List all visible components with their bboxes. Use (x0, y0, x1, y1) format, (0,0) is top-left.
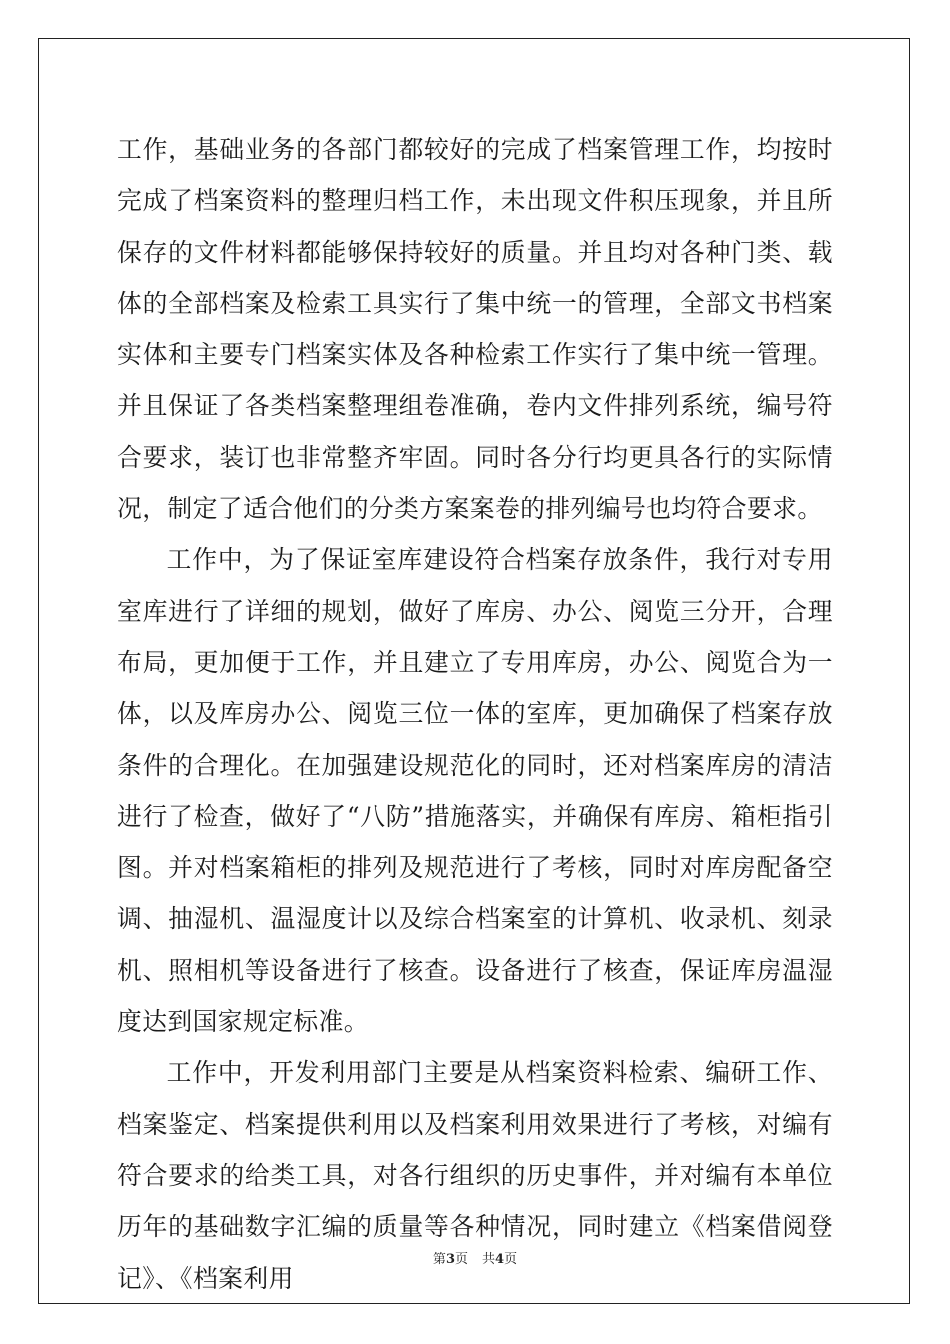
total-prefix: 共 (482, 1252, 496, 1267)
page-current-number: 3 (445, 1252, 455, 1267)
total-suffix: 页 (504, 1252, 518, 1267)
page-footer (0, 1248, 950, 1267)
paragraph-1: 工作，基础业务的各部门都较好的完成了档案管理工作，均按时完成了档案资料的整理归档工作，未出现文件积压现象，并且所保存的文件材料都能够保持较好的质量。并且均对各种门类、载体的全部档案及检索工具实行了集中统一的管理，全部文书档案实体和主要专门档案实体及各种检索工作实行了集中统一管理。并且保证了各类档案整理组卷准确，卷内文件排列系统，编号符合要求，装订也非常整齐牢固。同时各分行均更具各行的实际情况，制定了适合他们的分类方案案卷的排列编号也均符合要求。 (117, 135, 833, 524)
page-prefix: 第 (432, 1252, 446, 1267)
page-total-number: 4 (495, 1252, 505, 1267)
page-suffix: 页 (454, 1252, 468, 1267)
paragraph-2: 工作中，为了保证室库建设符合档案存放条件，我行对专用室库进行了详细的规划，做好了库房、办公、阅览三分开，合理布局，更加便于工作，并且建立了专用库房，办公、阅览合为一体，以及库房办公、阅览三位一体的室库，更加确保了档案存放条件的合理化。在加强建设规范化的同时，还对档案库房的清洁进行了检查，做好了“八防”措施落实，并确保有库房、箱柜指引图。并对档案箱柜的排列及规范进行了考核，同时对库房配备空调、抽湿机、温湿度计以及综合档案室的计算机、收录机、刻录机、照相机等设备进行了核查。设备进行了核查，保证库房温湿度达到国家规定标准。 (117, 545, 833, 1037)
paragraph-3: 工作中，开发利用部门主要是从档案资料检索、编研工作、档案鉴定、档案提供利用以及档案利用效果进行了考核，对编有符合要求的给类工具，对各行组织的历史事件，并对编有本单位历年的基础数字汇编的质量等各种情况，同时建立《档案借阅登记》、《档案利用 (117, 1058, 833, 1293)
document-body (117, 124, 833, 1304)
